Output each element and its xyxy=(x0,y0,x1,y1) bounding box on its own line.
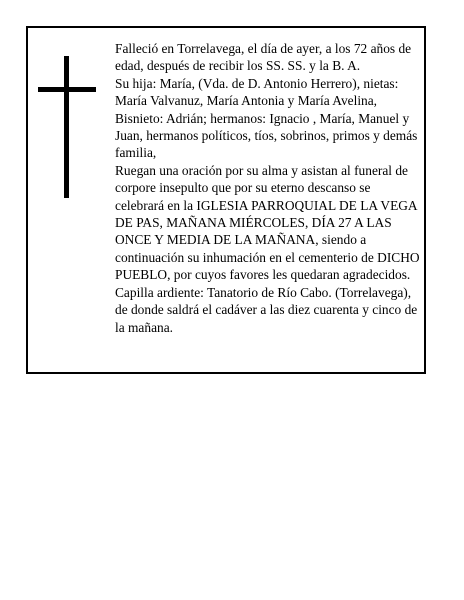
cross-vertical-bar xyxy=(64,56,69,198)
funeral-details: Ruegan una oración por su alma y asistan al funeral de corpore insepulto que por su eterno descanso se celebrará en la IGLESIA PARROQUIAL DE LA VEGA DE PAS, MAÑANA MIÉRCOLES, DÍA 27 A LAS ONCE Y MEDIA DE LA MAÑANA, siendo a continuación su inhumación en el cementerio de DICHO PUEBLO, por cuyos favores les quedaran agradecidos. Capilla ardiente: Tanatorio de Río Cabo. (Torrelavega), de donde saldrá el cadáver a las diez cuarenta y cinco de la mañana. xyxy=(115,162,420,335)
cross-icon xyxy=(38,56,96,198)
obituary-notice xyxy=(26,26,426,374)
family-list: Su hija: María, (Vda. de D. Antonio Herrero), nietas: María Valvanuz, María Antonia y María Avelina, Bisnieto: Adrián; hermanos: Ignacio , María, Manuel y Juan, hermanos políticos, tíos, sobrinos, primos y demás familia, xyxy=(115,75,418,161)
death-announcement: Falleció en Torrelavega, el día de ayer, a los 72 años de edad, después de recibir los SS. SS. y la B. A. xyxy=(115,41,412,74)
notice-text xyxy=(115,40,421,336)
cross-horizontal-bar xyxy=(38,87,96,92)
